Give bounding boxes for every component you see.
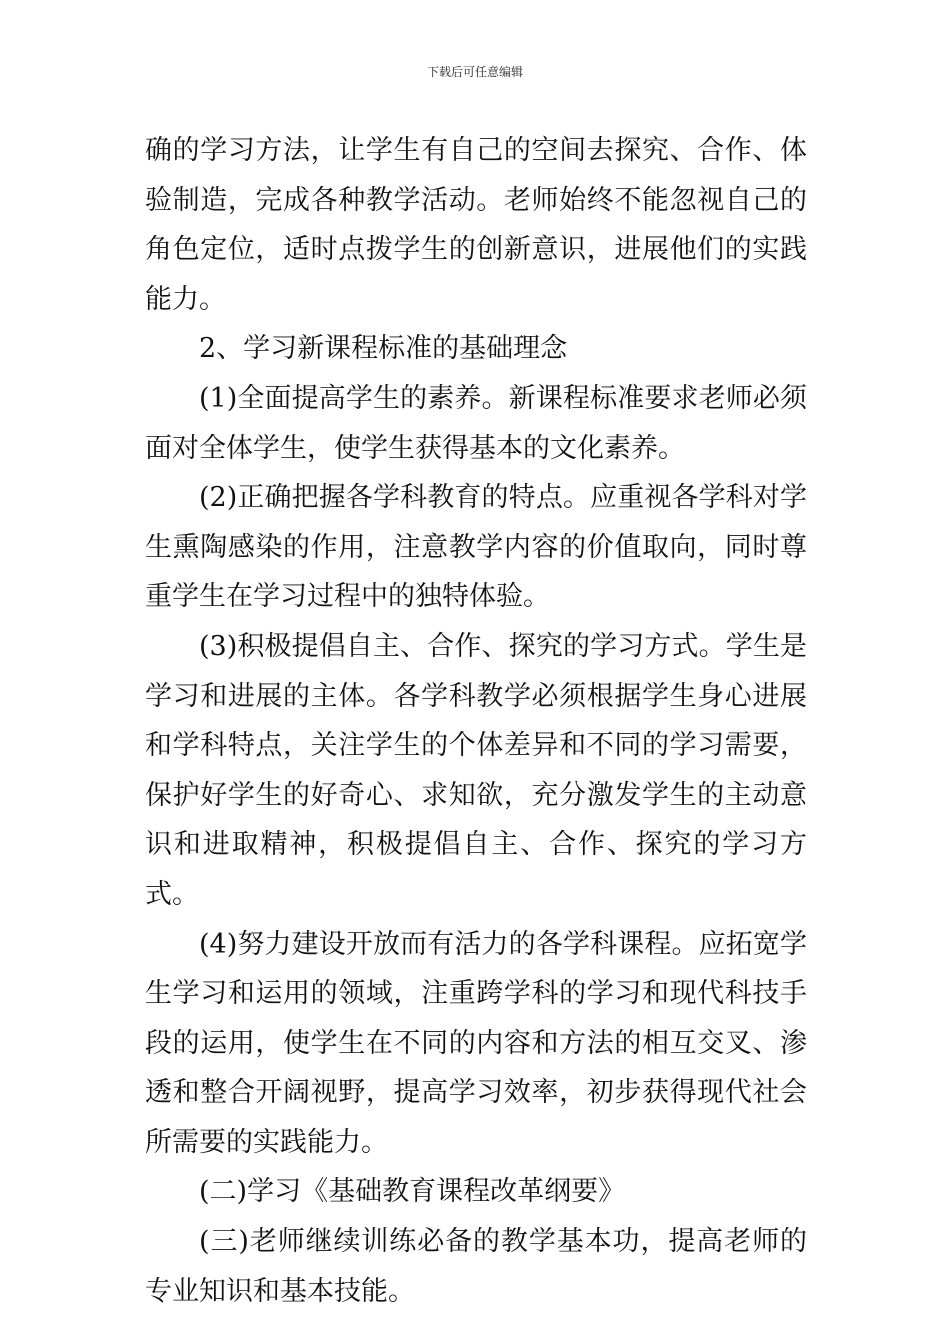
- document-body: [145, 126, 807, 1316]
- paragraph-continuation: 确的学习方法，让学生有自己的空间去探究、合作、体验制造，完成各种教学活动。老师始终不能忽视自己的角色定位，适时点拨学生的创新意识，进展他们的实践能力。: [145, 135, 807, 315]
- section-heading-basic-concepts: 2、学习新课程标准的基础理念: [199, 333, 568, 365]
- paragraph-item-3: (3)积极提倡自主、合作、探究的学习方式。学生是学习和进展的主体。各学科教学必须根据学生身心进展和学科特点，关注学生的个体差异和不同的学习需要，保护好学生的好奇心、求知欲，充分激发学生的主动意识和进取精神，积极提倡自主、合作、探究的学习方式。: [145, 630, 807, 910]
- paragraph-item-4: (4)努力建设开放而有活力的各学科课程。应拓宽学生学习和运用的领域，注重跨学科的学习和现代科技手段的运用，使学生在不同的内容和方法的相互交叉、渗透和整合开阔视野，提高学习效率，初步获得现代社会所需要的实践能力。: [145, 928, 807, 1158]
- paragraph-item-1: (1)全面提高学生的素养。新课程标准要求老师必须面对全体学生，使学生获得基本的文化素养。: [145, 382, 807, 464]
- paragraph-item-2: (2)正确把握各学科教育的特点。应重视各学科对学生熏陶感染的作用，注意教学内容的价值取向，同时尊重学生在学习过程中的独特体验。: [145, 482, 807, 613]
- section-heading-teacher-training: (三)老师继续训练必备的教学基本功，提高老师的专业知识和基本技能。: [145, 1226, 807, 1307]
- page-header-note: 下载后可任意编辑: [426, 65, 523, 79]
- section-heading-curriculum-reform: (二)学习《基础教育课程改革纲要》: [199, 1176, 626, 1208]
